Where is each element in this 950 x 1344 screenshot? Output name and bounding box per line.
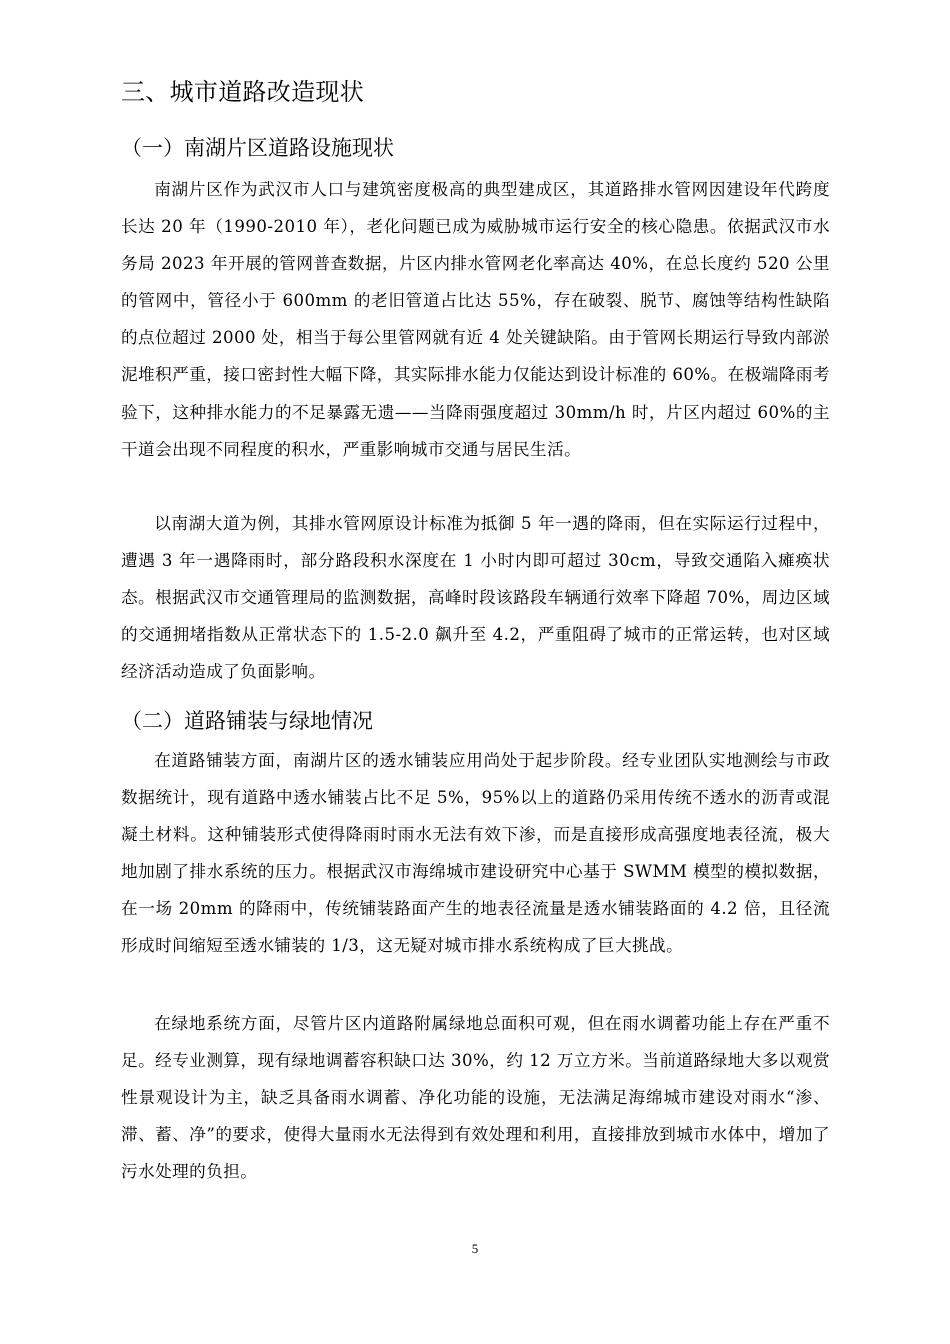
paragraph-1: 南湖片区作为武汉市人口与建筑密度极高的典型建成区，其道路排水管网因建设年代跨度长达 20 年（1990-2010 年），老化问题已成为威胁城市运行安全的核心隐患。依据武汉市水务局 2023 年开展的管网普查数据，片区内排水管网老化率高达 40%，在总长度约 520 公里的管网中，管径小于 600mm 的老旧管道占比达 55%，存在破裂、脱节、腐蚀等结构性缺陷的点位超过 2000 处，相当于每公里管网就有近 4 处关键缺陷。由于管网长期运行导致内部淤泥堆积严重，接口密封性大幅下降，其实际排水能力仅能达到设计标准的 60%。在极端降雨考验下，这种排水能力的不足暴露无遗——当降雨强度超过 30mm/h 时，片区内超过 60%的主干道会出现不同程度的积水，严重影响城市交通与居民生活。 [121, 180, 830, 459]
section-heading: 三、城市道路改造现状 [121, 78, 364, 106]
paragraph-3: 在道路铺装方面，南湖片区的透水铺装应用尚处于起步阶段。经专业团队实地测绘与市政数据统计，现有道路中透水铺装占比不足 5%，95%以上的道路仍采用传统不透水的沥青或混凝土材料。这种铺装形式使得降雨时雨水无法有效下渗，而是直接形成高强度地表径流，极大地加剧了排水系统的压力。根据武汉市海绵城市建设研究中心基于 SWMM 模型的模拟数据，在一场 20mm 的降雨中，传统铺装路面产生的地表径流量是透水铺装路面的 4.2 倍，且径流形成时间缩短至透水铺装的 1/3，这无疑对城市排水系统构成了巨大挑战。 [121, 751, 830, 956]
paragraph-4: 在绿地系统方面，尽管片区内道路附属绿地总面积可观，但在雨水调蓄功能上存在严重不足。经专业测算，现有绿地调蓄容积缺口达 30%，约 12 万立方米。当前道路绿地大多以观赏性景观设计为主，缺乏具备雨水调蓄、净化功能的设施，无法满足海绵城市建设对雨水“渗、滞、蓄、净”的要求，使得大量雨水无法得到有效处理和利用，直接排放到城市水体中，增加了污水处理的负担。 [121, 1014, 830, 1182]
subsection-heading-1: （一）南湖片区道路设施现状 [121, 136, 394, 160]
page-number: 5 [471, 1241, 479, 1256]
paragraph-2: 以南湖大道为例，其排水管网原设计标准为抵御 5 年一遇的降雨，但在实际运行过程中，遭遇 3 年一遇降雨时，部分路段积水深度在 1 小时内即可超过 30cm，导致交通陷入瘫痪状态。根据武汉市交通管理局的监测数据，高峰时段该路段车辆通行效率下降超 70%，周边区域的交通拥堵指数从正常状态下的 1.5-2.0 飙升至 4.2，严重阻碍了城市的正常运转，也对区域经济活动造成了负面影响。 [121, 514, 830, 682]
subsection-heading-2: （二）道路铺装与绿地情况 [121, 709, 373, 733]
